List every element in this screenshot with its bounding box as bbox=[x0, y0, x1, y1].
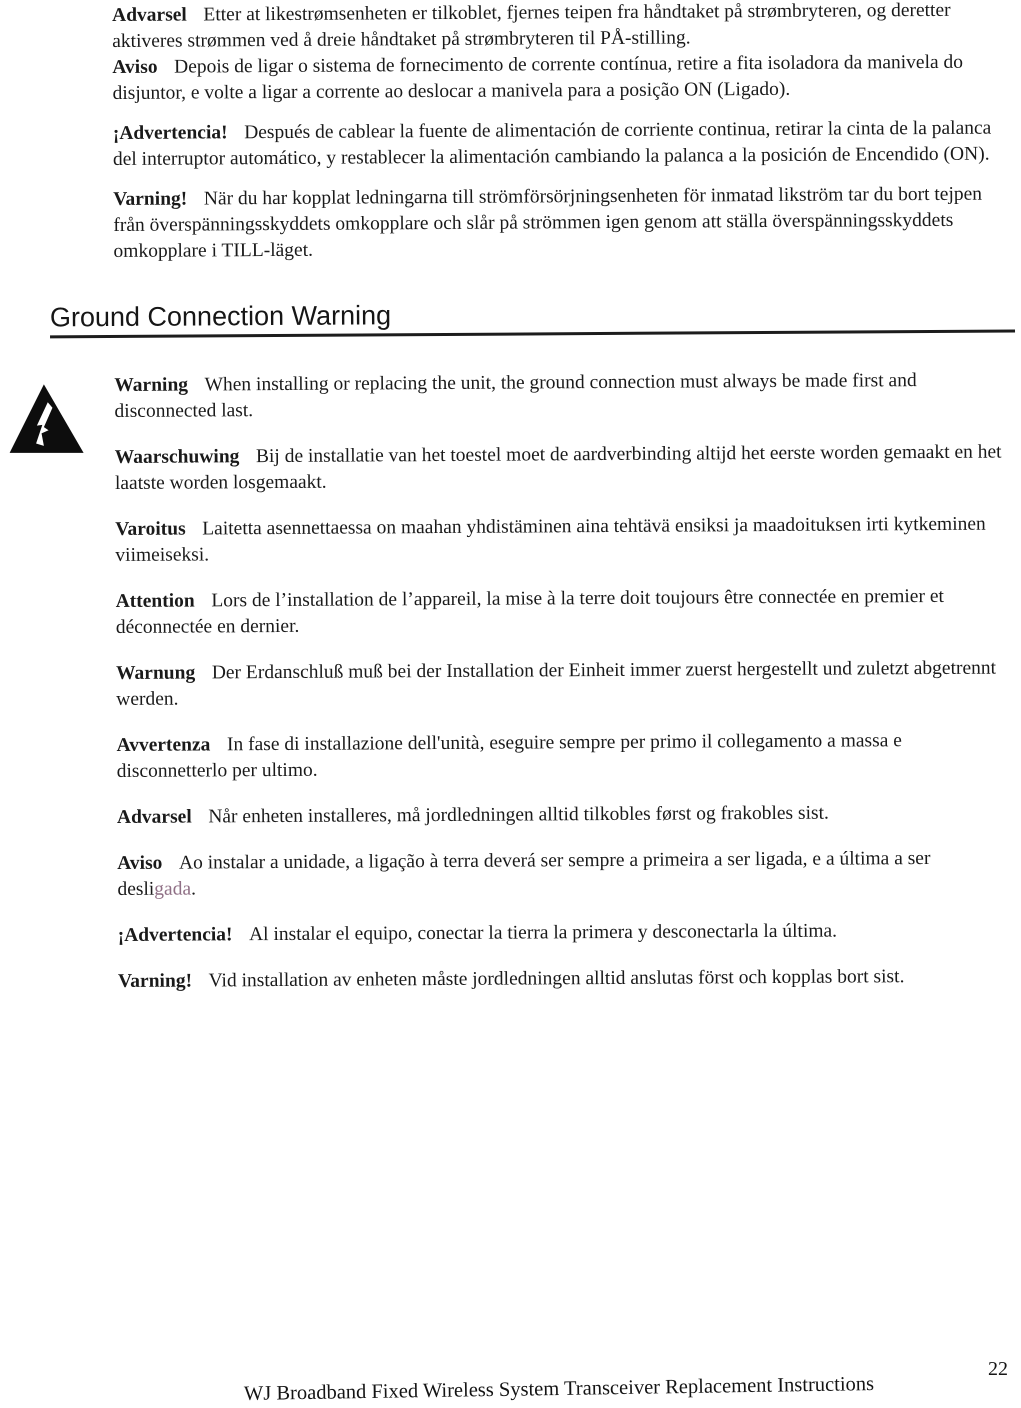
paragraph-label: Avvertenza bbox=[116, 734, 211, 756]
paragraph-text: Lors de l’installation de l’appareil, la mise à la terre doit toujours être connectée en premier et déconnectée en dernier. bbox=[115, 585, 944, 638]
paragraph-label: Waarschuwing bbox=[114, 446, 240, 468]
paragraph-text: Después de cablear la fuente de alimentación de corriente continua, retirar la cinta de la palanca del interruptor automático, y restablecer la alimentación cambiando la palanca a la posición de Encendido (ON). bbox=[112, 117, 992, 170]
aviso-pt-paragraph bbox=[117, 846, 1011, 903]
paragraph-text: Laitetta asennettaessa on maahan yhdistäminen aina tehtävä ensiksi ja maadoituksen irti kytkeminen viimeiseksi. bbox=[115, 513, 986, 566]
paragraph-text: Vid installation av enheten måste jordledningen alltid anslutas först och kopplas bort sist. bbox=[208, 966, 905, 992]
paragraph-label: Advarsel bbox=[112, 4, 187, 26]
section-heading-ground-connection-warning: Ground Connection Warning bbox=[50, 296, 1015, 338]
lightning-triangle-warning-icon-svg bbox=[8, 382, 86, 456]
paragraph-text: In fase di installazione dell'unità, eseguire sempre per primo il collegamento a massa e disconnetterlo per ultimo. bbox=[116, 730, 902, 782]
paragraph-label: Warning bbox=[114, 374, 189, 396]
page-content bbox=[49, 0, 1012, 1015]
paragraph-label: Warnung bbox=[116, 662, 196, 684]
paragraph-label: Attention bbox=[115, 590, 195, 612]
paragraph-text: When installing or replacing the unit, the ground connection must always be made first and disconnected last. bbox=[114, 370, 917, 422]
ground-warning-section bbox=[114, 368, 1012, 995]
paragraph-text: . bbox=[191, 878, 197, 900]
paragraph-label: ¡Advertencia! bbox=[112, 122, 228, 144]
advertencia-power-paragraph bbox=[113, 116, 1007, 173]
paragraph-text: Bij de installatie van het toestel moet de aardverbinding altijd het eerste worden gemaakt en het laatste worden losgemaakt. bbox=[114, 441, 1002, 494]
paragraph-text: Ao instalar a unidade, a ligação à terra deverá ser sempre a primeira a ser ligada, e a última a ser desli bbox=[117, 848, 931, 900]
advertencia-es-paragraph bbox=[118, 918, 1012, 949]
lightning-triangle-warning-icon bbox=[8, 382, 86, 456]
advarsel-no-paragraph bbox=[117, 800, 1011, 831]
faded-scan-text: gada bbox=[154, 878, 192, 900]
aviso-power-paragraph bbox=[112, 50, 1006, 107]
paragraph-label: ¡Advertencia! bbox=[117, 924, 233, 946]
attention-fr-paragraph bbox=[116, 584, 1010, 641]
paragraph-label: Varning! bbox=[113, 188, 188, 210]
varning-power-paragraph bbox=[113, 182, 1007, 265]
paragraph-text: Etter at likestrømsenheten er tilkoblet, fjernes teipen fra håndtaket på strømbryteren, og deretter aktiveres strømmen ved å dreie håndtaket på strømbryteren til PÅ-stilling. bbox=[112, 0, 951, 52]
paragraph-text: När du har kopplat ledningarna till strömförsörjningsenheten för inmatad likström tar du bort tejpen från överspänningsskyddets omkopplare och slår på strömmen igen genom att ställa överspänningsskyddets omkopplare i TILL-läget. bbox=[113, 183, 983, 262]
varning-sv-paragraph bbox=[118, 964, 1012, 995]
paragraph-text: Depois de ligar o sistema de fornecimento de corrente contínua, retire a fita isoladora da manivela do disjuntor, e volte a ligar a corrente ao deslocar a manivela para a posição ON (Ligado). bbox=[112, 51, 964, 104]
paragraph-label: Advarsel bbox=[116, 806, 192, 828]
advarsel-power-paragraph bbox=[112, 0, 1006, 55]
paragraph-label: Varning! bbox=[117, 970, 193, 992]
footer-document-title: WJ Broadband Fixed Wireless System Transceiver Replacement Instructions bbox=[243, 1373, 875, 1405]
page-number: 22 bbox=[988, 1358, 1008, 1380]
warning-en-paragraph bbox=[114, 368, 1008, 425]
paragraph-label: Aviso bbox=[117, 852, 163, 874]
paragraph-label: Aviso bbox=[112, 56, 158, 78]
avvertenza-it-paragraph bbox=[116, 728, 1010, 785]
warnung-de-paragraph bbox=[116, 656, 1010, 713]
waarschuwing-nl-paragraph bbox=[115, 440, 1009, 497]
varoitus-fi-paragraph bbox=[115, 512, 1009, 569]
paragraph-text: Al instalar el equipo, conectar la tierra la primera y desconectarla la última. bbox=[248, 920, 838, 946]
paragraph-label: Varoitus bbox=[115, 518, 186, 540]
paragraph-text: Når enheten installeres, må jordledningen alltid tilkobles først og frakobles sist. bbox=[208, 802, 829, 828]
paragraph-text: Der Erdanschluß muß bei der Installation der Einheit immer zuerst hergestellt und zuletzt abgetrennt werden. bbox=[116, 657, 997, 710]
